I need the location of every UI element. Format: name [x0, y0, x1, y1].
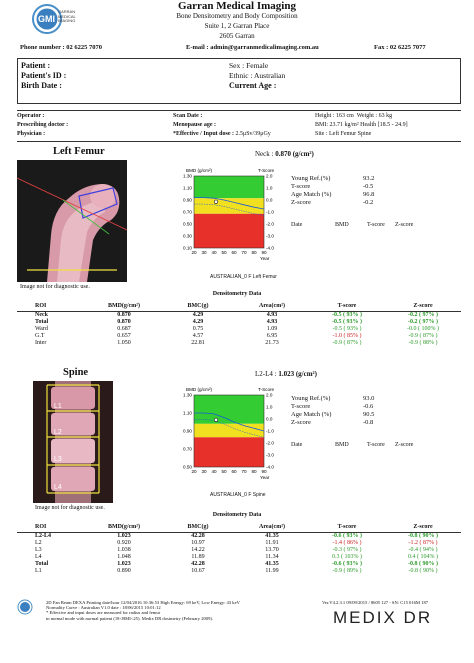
- table-row: [17, 554, 461, 561]
- y-tick-label: 0.90: [183, 428, 192, 434]
- footer-version: Ver.V4.2.3.1 09/09/2015 / 8605 127 - SN: C15 016M 187: [322, 600, 429, 605]
- y-tick-label: 1.10: [183, 410, 192, 416]
- femur-chart-caption: AUSTRALIAN_0 F Left Femur: [210, 274, 277, 280]
- zone-osteopenia: [194, 424, 264, 438]
- cell-roi: L3: [35, 546, 42, 553]
- spine-disclaimer: Image not for diagnostic use.: [35, 505, 105, 511]
- y-tick-label: 0.70: [183, 446, 192, 452]
- y2-tick-label: 2.0: [266, 173, 273, 179]
- cell-bmd: 1.050: [117, 339, 131, 346]
- cell-area: 13.70: [265, 546, 279, 553]
- cell-t: -1.0 ( 85% ): [332, 332, 362, 339]
- vertebra-label: L3: [54, 456, 62, 463]
- femur-title: Left Femur: [53, 146, 105, 157]
- cell-z: -0.8 ( 90% ): [408, 567, 438, 574]
- x-tick-label: 30: [201, 250, 207, 255]
- divider: [17, 141, 461, 142]
- cell-bmd: 0.657: [117, 332, 131, 339]
- femur-scan-image: [17, 160, 127, 282]
- y2-tick-label: -4.0: [266, 464, 274, 470]
- femur-densitometry-table: [17, 301, 461, 347]
- cell-area: 11.99: [265, 567, 279, 574]
- cell-area: 41.35: [265, 532, 279, 539]
- x-axis-label: Year: [260, 256, 270, 261]
- cell-area: 11.34: [265, 553, 279, 560]
- femur-history-headers: Date BMD T-score Z-score: [291, 222, 414, 228]
- col-header: BMC(g): [187, 523, 209, 530]
- y2-axis-label: T-Score: [258, 168, 275, 173]
- cell-z: -0.9 ( 88% ): [408, 339, 438, 346]
- x-tick-label: 20: [191, 469, 197, 474]
- zone-normal: [194, 176, 264, 198]
- y2-tick-label: 0.0: [266, 197, 273, 203]
- cell-roi: Total: [35, 560, 49, 567]
- col-header: Z-score: [413, 302, 433, 309]
- cell-t: -0.6 ( 93% ): [332, 560, 362, 567]
- y-axis-label: BMD (g/cm²): [186, 387, 213, 392]
- cell-roi: G.T: [35, 332, 45, 339]
- clinic-line1: Bone Densitometry and Body Composition: [176, 12, 298, 20]
- cell-t: -0.9 ( 89% ): [332, 567, 362, 574]
- y2-tick-label: -3.0: [266, 452, 274, 458]
- col-header: T-score: [337, 302, 357, 309]
- y2-tick-label: 1.0: [266, 404, 273, 410]
- cell-bmc: 4.57: [192, 332, 204, 339]
- cell-area: 4.93: [266, 311, 278, 318]
- cell-bmd: 0.687: [117, 325, 131, 332]
- cell-bmc: 4.29: [192, 318, 204, 325]
- cell-bmc: 11.89: [191, 553, 205, 560]
- physician: Physician :: [17, 131, 46, 137]
- y-tick-label: 0.50: [183, 221, 192, 227]
- spine-densitometry-table: [17, 522, 461, 575]
- zone-osteoporosis: [194, 437, 264, 467]
- table-row: [17, 532, 461, 540]
- x-tick-label: 60: [231, 469, 237, 474]
- col-header: BMC(g): [187, 302, 209, 309]
- footer-notes: 2D Fan Beam DEXA Printing date/hour 12/04/2016 10:36:53 High Energy: 69 keV, Low Energy: 43 keV Normality Curve : Australian V1.0 date : 18/06/2015 10:01:12 * Effective and input doses are measured for radius and femur in normal mode with normal patient (18<BMI<25). Medix DR dosimetry (February 2009).: [46, 600, 240, 621]
- patient-id-label: Patient's ID :: [21, 71, 67, 80]
- sex: Sex : Female: [229, 61, 269, 70]
- table-row: [17, 311, 461, 319]
- cell-roi: Total: [35, 318, 49, 325]
- cell-bmc: 10.67: [191, 567, 205, 574]
- col-header: ROI: [35, 302, 47, 309]
- logo-text: GMI: [38, 14, 55, 24]
- patient-label: Patient :: [21, 61, 51, 70]
- cell-t: -0.3 ( 97% ): [332, 546, 362, 553]
- cell-z: -0.9 ( 87% ): [408, 332, 438, 339]
- y-tick-label: 0.90: [183, 197, 192, 203]
- y2-tick-label: -3.0: [266, 233, 274, 239]
- cell-area: 41.35: [265, 560, 279, 567]
- operator: Operator :: [17, 113, 45, 119]
- cell-z: 0.4 ( 104% ): [408, 553, 438, 560]
- cell-t: -0.5 ( 93% ): [332, 325, 362, 332]
- scan-date: Scan Date :: [173, 113, 203, 119]
- cell-area: 1.09: [266, 325, 278, 332]
- x-tick-label: 50: [221, 469, 227, 474]
- spine-title: Spine: [63, 367, 89, 378]
- femur-densitometry-title: Densitometry Data: [212, 291, 262, 297]
- cell-roi: Inter: [35, 339, 47, 346]
- cell-z: -0.4 ( 94% ): [408, 546, 438, 553]
- femur-results: [291, 175, 374, 207]
- cell-bmd: 0.890: [117, 567, 131, 574]
- femur-neck-value: Neck : 0.870 (g/cm²): [255, 150, 314, 158]
- cell-roi: Neck: [35, 311, 48, 318]
- patient-point: [214, 418, 218, 422]
- cell-z: -0.2 ( 97% ): [408, 318, 438, 325]
- y-tick-label: 0.30: [183, 233, 192, 239]
- clinic-line3: 2605 Garran: [219, 32, 255, 40]
- y2-tick-label: -1.0: [266, 209, 274, 215]
- y-axis-label: BMD (g/cm²): [186, 168, 213, 173]
- cell-area: 21.73: [265, 339, 279, 346]
- cell-bmc: 42.28: [191, 560, 205, 567]
- spine-results: [291, 395, 374, 427]
- cell-roi: L2: [35, 539, 42, 546]
- table-row: [17, 568, 461, 575]
- cell-z: -0.2 ( 97% ): [408, 311, 438, 318]
- cell-roi: L1: [35, 567, 42, 574]
- cell-bmd: 0.870: [117, 318, 131, 325]
- cell-bmc: 14.22: [191, 546, 205, 553]
- spine-bmd-chart: [172, 381, 292, 493]
- y-tick-label: 1.30: [183, 173, 192, 179]
- table-row: [17, 540, 461, 547]
- x-tick-label: 70: [241, 469, 247, 474]
- birth-date-label: Birth Date :: [21, 81, 62, 90]
- x-tick-label: 90: [261, 250, 267, 255]
- result-row: Z-score -0.8: [291, 419, 374, 426]
- cell-area: 11.91: [265, 539, 279, 546]
- x-tick-label: 70: [241, 250, 247, 255]
- table-row: [17, 333, 461, 340]
- result-row: Z-score -0.2: [291, 199, 374, 206]
- cell-area: 4.93: [266, 318, 278, 325]
- table-row: [17, 319, 461, 326]
- phone-number: Phone number : 02 6225 7070: [20, 44, 103, 51]
- result-row: Age Match (%) 96.8: [291, 191, 375, 198]
- y-tick-label: 0.50: [183, 464, 192, 470]
- email: E-mail : admin@garranmedicalimaging.com.au: [186, 44, 319, 51]
- spine-chart-caption: AUSTRALIAN_0 F Spine: [210, 492, 266, 498]
- x-tick-label: 80: [251, 469, 257, 474]
- y2-tick-label: -1.0: [266, 428, 274, 434]
- col-header: Area(cm²): [258, 302, 285, 309]
- x-tick-label: 50: [221, 250, 227, 255]
- cell-t: -1.4 ( 86% ): [332, 539, 362, 546]
- result-row: Age Match (%) 90.5: [291, 411, 375, 418]
- table-row: [17, 547, 461, 554]
- femur-disclaimer: Image not for diagnostic use.: [20, 284, 90, 290]
- result-row: T-score -0.6: [291, 403, 374, 410]
- cell-bmd: 0.920: [117, 539, 131, 546]
- vertebra-label: L4: [54, 484, 62, 491]
- cell-bmc: 0.75: [192, 325, 204, 332]
- dose: *Effective / Input dose : 2.5μSv/39μGy: [173, 131, 271, 137]
- bmi: BMI: 23.71 kg/m² Health [18.5 - 24.9]: [315, 122, 408, 128]
- cell-z: -0.8 ( 90% ): [408, 560, 438, 567]
- y2-tick-label: -2.0: [266, 221, 274, 227]
- spine-l2l4-value: L2-L4 : 1.023 (g/cm²): [255, 370, 317, 378]
- y2-tick-label: -2.0: [266, 440, 274, 446]
- y-tick-label: 0.10: [183, 245, 192, 251]
- y2-tick-label: 0.0: [266, 416, 273, 422]
- x-axis-label: Year: [260, 475, 270, 480]
- prescribing-doctor: Prescribing doctor :: [17, 122, 69, 128]
- cell-t: 0.3 ( 103% ): [332, 553, 362, 560]
- cell-z: -0.8 ( 90% ): [408, 532, 438, 539]
- y2-tick-label: 2.0: [266, 392, 273, 398]
- cell-bmc: 10.97: [191, 539, 205, 546]
- vertebra-label: L2: [54, 429, 62, 436]
- zone-osteopenia: [194, 198, 264, 214]
- cell-roi: L4: [35, 553, 42, 560]
- cell-z: -0.0 ( 100% ): [407, 325, 439, 332]
- x-tick-label: 90: [261, 469, 267, 474]
- patient-point: [214, 200, 218, 204]
- col-header: ROI: [35, 523, 47, 530]
- cell-bmd: 0.870: [117, 311, 131, 318]
- cell-area: 6.95: [266, 332, 278, 339]
- cell-bmd: 1.048: [117, 553, 131, 560]
- result-row: T-score -0.5: [291, 183, 374, 190]
- cell-bmd: 1.023: [117, 560, 131, 567]
- x-tick-label: 80: [251, 250, 257, 255]
- x-tick-label: 40: [211, 250, 217, 255]
- gmi-footer-logo: [17, 599, 35, 615]
- cell-bmd: 1.023: [117, 532, 131, 539]
- y2-tick-label: -4.0: [266, 245, 274, 251]
- result-row: Young Ref.(%) 93.2: [291, 175, 375, 182]
- cell-bmc: 22.81: [191, 339, 205, 346]
- table-row: [17, 340, 461, 347]
- medix-dr-brand: MEDIX DR: [333, 608, 433, 627]
- table-row: [17, 561, 461, 568]
- table-header-row: [17, 301, 461, 311]
- spine-scan-image: [33, 381, 113, 503]
- site: Site : Left Femur Spine: [315, 131, 372, 137]
- y-tick-label: 0.70: [183, 209, 192, 215]
- col-header: Area(cm²): [258, 523, 285, 530]
- clinic-line2: Suite 1, 2 Garran Place: [204, 22, 270, 30]
- col-header: T-score: [337, 523, 357, 530]
- cell-z: -1.2 ( 87% ): [408, 539, 438, 546]
- y-tick-label: 1.30: [183, 392, 192, 398]
- cell-roi: Ward: [35, 325, 48, 332]
- x-tick-label: 60: [231, 250, 237, 255]
- result-row: Young Ref.(%) 93.0: [291, 395, 375, 402]
- spine-densitometry-title: Densitometry Data: [212, 512, 262, 518]
- table-header-row: [17, 522, 461, 532]
- table-row: [17, 326, 461, 333]
- cell-t: -0.5 ( 93% ): [332, 318, 362, 325]
- ethnic: Ethnic : Australian: [229, 71, 286, 80]
- col-header: Z-score: [413, 523, 433, 530]
- y-tick-label: 1.10: [183, 185, 192, 191]
- x-tick-label: 40: [211, 469, 217, 474]
- divider: [17, 110, 461, 111]
- cell-bmc: 42.28: [191, 532, 205, 539]
- y2-axis-label: T-Score: [258, 387, 275, 392]
- cell-t: -0.6 ( 93% ): [332, 532, 362, 539]
- col-header: BMD(g/cm²): [107, 523, 141, 530]
- femur-bmd-chart: [172, 162, 292, 274]
- y2-tick-label: 1.0: [266, 185, 273, 191]
- cell-roi: L2-L4: [35, 532, 52, 539]
- cell-bmd: 1.038: [117, 546, 131, 553]
- x-tick-label: 20: [191, 250, 197, 255]
- cell-bmc: 4.29: [192, 311, 204, 318]
- menopause-age: Menopause age :: [173, 122, 216, 128]
- zone-osteoporosis: [194, 214, 264, 248]
- fax-number: Fax : 02 6225 7077: [374, 44, 426, 51]
- vertebra-label: L1: [54, 403, 62, 410]
- height-weight: Height : 163 cm Weight : 63 kg: [315, 113, 393, 119]
- clinic-title: Garran Medical Imaging: [178, 0, 296, 12]
- x-tick-label: 30: [201, 469, 207, 474]
- col-header: BMD(g/cm²): [107, 302, 141, 309]
- cell-t: -0.5 ( 93% ): [332, 311, 362, 318]
- cell-t: -0.9 ( 87% ): [332, 339, 362, 346]
- logo-subtext: GARRAN MEDICAL IMAGING: [58, 9, 76, 23]
- spine-history-headers: Date BMD T-score Z-score: [291, 442, 414, 448]
- current-age-label: Current Age :: [229, 81, 277, 90]
